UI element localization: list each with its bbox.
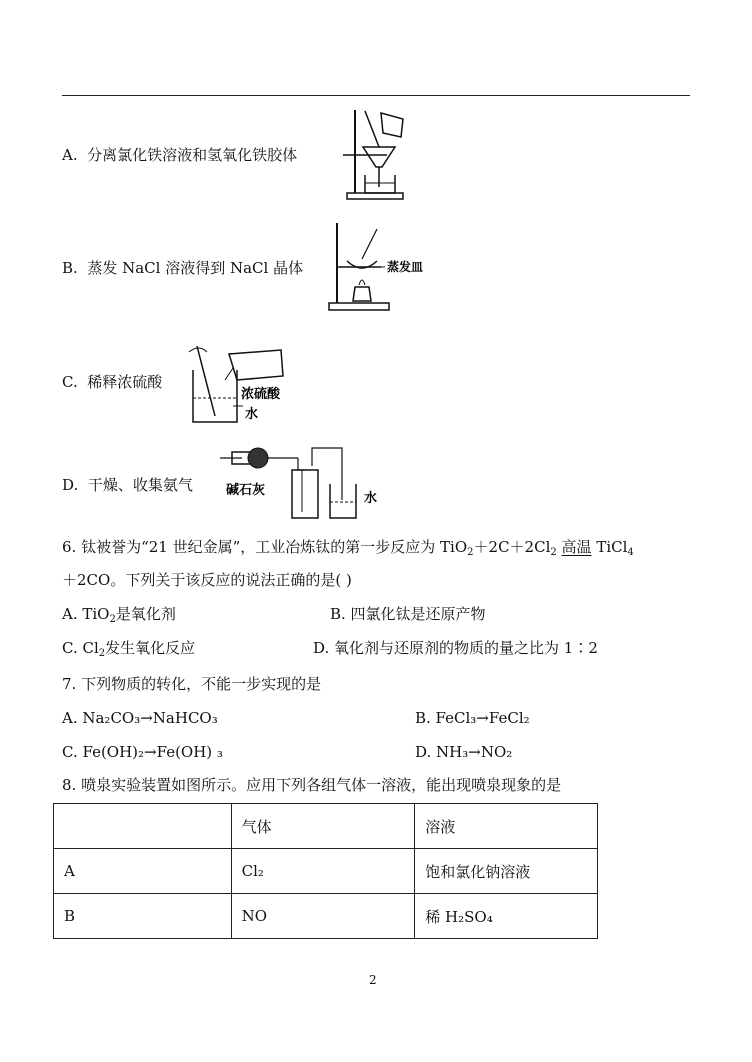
q5-option-c: C. 稀释浓硫酸 <box>62 373 163 391</box>
q7-option-d: D. NH₃→NO₂ <box>415 743 513 761</box>
filtration-apparatus-figure <box>335 105 415 205</box>
q7-option-a: A. Na₂CO₃→NaHCO₃ <box>62 709 218 727</box>
q5-option-b: B. 蒸发 NaCl 溶液得到 NaCl 晶体 <box>62 259 304 277</box>
q8-stem: 8. 喷泉实验装置如图所示。应用下列各组气体一溶液，能出现喷泉现象的是 <box>62 776 562 794</box>
q6-option-c: C. $Cl_2$发生氧化反应 <box>62 639 196 659</box>
drying-collecting-apparatus-figure <box>218 440 393 525</box>
table-row <box>54 849 598 894</box>
table-row <box>54 894 598 939</box>
table-cell: 稀 H₂SO₄ <box>415 894 598 939</box>
table-cell: 饱和氯化钠溶液 <box>415 849 598 894</box>
evaporation-apparatus-figure <box>325 215 435 315</box>
gas-solution-table <box>53 803 598 939</box>
q6-stem-line1: 6. 钛被誉为“21 世纪金属”，工业冶炼钛的第一步反应为 $TiO_2+2C+2Cl_2$ 高温 TiCl$_4$ <box>62 538 634 558</box>
table-cell: Cl₂ <box>231 849 415 894</box>
q6-option-a: A. TiO$_2$是氧化剂 <box>62 605 176 625</box>
label-evaporating-dish: 蒸发皿 <box>387 260 424 274</box>
header-rule <box>62 95 690 96</box>
label-soda-lime: 碱石灰 <box>226 483 266 498</box>
q5-option-d: D. 干燥、收集氨气 <box>62 476 193 494</box>
table-header-cell <box>54 804 232 849</box>
label-water-c: 水 <box>245 407 259 422</box>
table-header-cell: 溶液 <box>415 804 598 849</box>
table-header-cell: 气体 <box>231 804 415 849</box>
q6-stem-line2: ＋2CO。下列关于该反应的说法正确的是( ) <box>62 571 352 589</box>
label-conc-sulfuric-acid: 浓硫酸 <box>241 387 281 402</box>
table-cell: NO <box>231 894 415 939</box>
label-water-d: 水 <box>364 491 378 506</box>
q7-stem: 7. 下列物质的转化，不能一步实现的是 <box>62 675 322 693</box>
page-number: 2 <box>369 973 377 987</box>
q6-option-d: D. 氧化剂与还原剂的物质的量之比为 1∶2 <box>313 639 598 657</box>
q7-option-b: B. FeCl₃→FeCl₂ <box>415 709 530 727</box>
table-header-row <box>54 804 598 849</box>
q5-option-a: A. 分离氯化铁溶液和氢氧化铁胶体 <box>62 146 298 164</box>
q6-option-b: B. 四氯化钛是还原产物 <box>330 605 486 623</box>
reaction-condition: 高温 <box>561 538 592 556</box>
dilution-apparatus-figure <box>185 340 295 430</box>
q7-option-c: C. Fe(OH)₂→Fe(OH) ₃ <box>62 743 223 761</box>
table-cell: A <box>54 849 232 894</box>
table-cell: B <box>54 894 232 939</box>
